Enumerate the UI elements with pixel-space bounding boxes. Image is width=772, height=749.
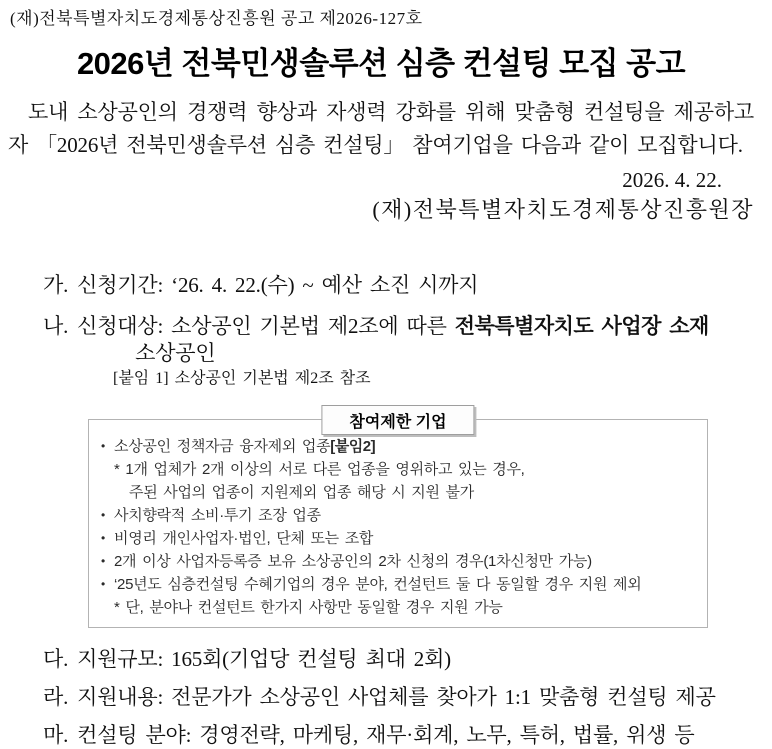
- restriction-text: * 1개 업체가 2개 이상의 서로 다른 업종을 영위하고 있는 경우,: [114, 461, 525, 478]
- target-bold: 전북특별자치도 사업장 소재: [454, 315, 709, 338]
- item-text: 지원내용: 전문가가 소상공인 사업체를 찾아가 1:1 맞춤형 컨설팅 제공: [77, 685, 716, 709]
- restriction-text: 소상공인 정책자금 융자제외 업종[붙임2]: [114, 438, 376, 455]
- restriction-text: 주된 사업의 업종이 지원제외 업종 해당 시 지원 불가: [129, 484, 474, 501]
- list-item-application-target: [43, 313, 754, 367]
- bullet-icon: •: [101, 439, 105, 453]
- bullet-icon: •: [101, 508, 105, 522]
- restriction-item: [101, 550, 697, 573]
- item-label: 마.: [43, 723, 69, 747]
- attachment-note: [붙임 1] 소상공인 기본법 제2조 참조: [113, 370, 371, 387]
- item-label: 라.: [43, 685, 69, 709]
- restriction-text: 사치향락적 소비·투기 조장 업종: [114, 507, 321, 524]
- notice-number: (재)전북특별자치도경제통상진흥원 공고 제2026-127호: [10, 9, 423, 28]
- intro-paragraph: 도내 소상공인의 경쟁력 향상과 자생력 강화를 위해 맞춤형 컨설팅을 제공하고자 「2026년 전북민생솔루션 심층 컨설팅」 참여기업을 다음과 같이 모집합니다.: [8, 100, 754, 157]
- restriction-text: ‘25년도 심층컨설팅 수혜기업의 경우 분야, 컨설턴트 둘 다 동일할 경우 지원 제외: [114, 576, 642, 593]
- section-list-bottom: [8, 646, 754, 749]
- restriction-text: 비영리 개인사업자·법인, 단체 또는 조합: [114, 530, 374, 547]
- bullet-icon: •: [101, 577, 105, 591]
- bullet-icon: •: [101, 554, 105, 568]
- item-label: 다.: [43, 647, 69, 671]
- target-prefix: 신청대상: 소상공인 기본법 제2조에 따른: [77, 314, 455, 338]
- item-text: [77, 313, 754, 367]
- issuer-name: (재)전북특별자치도경제통상진흥원장: [372, 197, 754, 222]
- restriction-item: [101, 504, 697, 527]
- item-text: 지원규모: 165회(기업당 컨설팅 최대 2회): [77, 647, 451, 671]
- item-label: 나.: [43, 314, 69, 338]
- list-item-application-period: [43, 272, 754, 299]
- list-item-consulting-fields: [43, 722, 754, 749]
- restriction-item: [101, 573, 697, 596]
- restriction-bold: [붙임2]: [330, 438, 376, 455]
- restriction-text: * 단, 분야나 컨설턴트 한가지 사항만 동일할 경우 지원 가능: [114, 599, 503, 616]
- restriction-box: [88, 414, 708, 628]
- list-item-support-scale: [43, 646, 754, 673]
- item-label: 가.: [43, 273, 69, 297]
- restriction-text: 2개 이상 사업자등록증 보유 소상공인의 2차 신청의 경우(1차신청만 가능): [114, 553, 592, 570]
- bullet-icon: •: [101, 531, 105, 545]
- page-title: 2026년 전북민생솔루션 심층 컨설팅 모집 공고: [76, 46, 686, 81]
- section-list: [8, 272, 754, 389]
- restriction-box-title: 참여제한 기업: [321, 405, 474, 435]
- restriction-note: [101, 458, 697, 481]
- restriction-item: [101, 435, 697, 458]
- item-text: 컨설팅 분야: 경영전략, 마케팅, 재무·회계, 노무, 특허, 법률, 위생 등: [77, 723, 695, 747]
- notice-date: 2026. 4. 22.: [622, 168, 722, 192]
- item-text: 신청기간: ‘26. 4. 22.(수) ~ 예산 소진 시까지: [77, 273, 479, 297]
- target-suffix: 소상공인: [135, 341, 216, 365]
- restriction-item: [101, 527, 697, 550]
- list-item-support-content: [43, 684, 754, 711]
- restriction-note: [101, 481, 697, 504]
- restriction-note: [101, 596, 697, 619]
